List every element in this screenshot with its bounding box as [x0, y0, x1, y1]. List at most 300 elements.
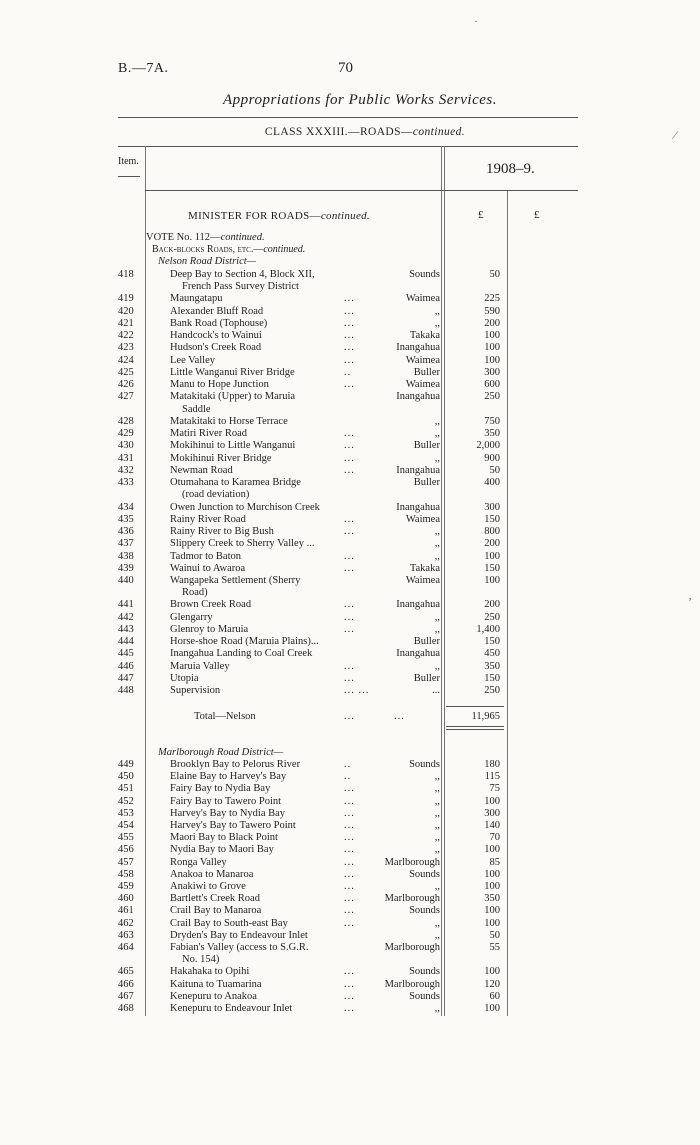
nelson-total-leader-2: ... [394, 711, 405, 722]
pound-symbol-2: £ [534, 209, 540, 221]
road-name: Anakiwi to Grove [170, 881, 246, 892]
district-name: ,, [434, 623, 440, 635]
dot-leader: ... [344, 990, 355, 1002]
dot-leader: ... [344, 807, 355, 819]
district-name: Sounds [409, 966, 440, 978]
road-name: Crail Bay to South-east Bay [170, 917, 288, 929]
item-number: 468 [118, 1003, 134, 1014]
district-name: Waimea [405, 354, 440, 366]
district-name: Waimea [405, 513, 440, 525]
road-name: Harvey's Bay to Tawero Point [170, 820, 296, 831]
amount-value: 100 [484, 550, 500, 562]
nelson-total-value: 11,965 [471, 711, 500, 722]
table-row [0, 453, 700, 465]
table-row [0, 551, 700, 563]
amount-value: 150 [484, 562, 500, 574]
road-name: French Pass Survey District [182, 281, 299, 293]
table-row [0, 1003, 700, 1015]
road-name: Kaituna to Tuamarina [170, 978, 262, 990]
district-name: Inangahua [396, 648, 440, 660]
amount-value: 115 [484, 771, 500, 783]
road-name: Brooklyn Bay to Pelorus River [170, 759, 301, 770]
road-name: Ronga Valley [170, 856, 227, 868]
table-row [0, 759, 700, 771]
table-row [0, 293, 700, 305]
road-name: Matakitaki to Horse Terrace [170, 415, 288, 427]
dot-leader: ... [344, 305, 355, 317]
amount-value: 100 [484, 354, 500, 366]
table-row [0, 489, 700, 501]
table-row [0, 281, 700, 293]
district-name: ,, [434, 783, 440, 795]
district-name: Marlborough [384, 942, 440, 953]
amount-value: 85 [489, 856, 500, 868]
road-name: Matakitaki (Upper) to Maruia [170, 391, 296, 403]
table-row [0, 318, 700, 330]
district-name: ,, [434, 881, 440, 892]
dot-leader: ... [344, 513, 355, 525]
class-heading-main: CLASS XXXIII.—ROADS— [264, 126, 413, 138]
table-row [0, 269, 700, 281]
table-row [0, 514, 700, 526]
road-name: Slippery Creek to Sherry Valley ... [170, 538, 315, 550]
road-name: Fabian's Valley (access to S.G.R. [170, 942, 309, 953]
amount-value: 100 [484, 881, 500, 892]
road-name: Elaine Bay to Harvey's Bay [170, 771, 287, 783]
dot-leader: ... [344, 868, 355, 880]
table-top-rule [118, 146, 578, 147]
road-name: Kenepuru to Endeavour Inlet [170, 1003, 293, 1014]
district-name: ,, [434, 844, 440, 856]
road-name: No. 154) [182, 954, 220, 966]
table-row [0, 416, 700, 428]
item-number: 448 [118, 685, 134, 697]
dot-leader: .. [344, 759, 352, 770]
table-row [0, 673, 700, 685]
road-name: Inangahua Landing to Coal Creek [170, 648, 313, 660]
district-name: Waimea [405, 575, 440, 586]
item-number: 437 [118, 538, 134, 550]
vote-heading-main: VOTE No. 112— [146, 232, 221, 243]
item-number: 418 [118, 269, 134, 280]
header-rule [118, 117, 578, 118]
table-row [0, 367, 700, 379]
item-number: 460 [118, 893, 134, 905]
table-row [0, 979, 700, 991]
item-number: 450 [118, 771, 134, 783]
dot-leader: ... [344, 623, 355, 635]
table-row [0, 930, 700, 942]
road-name: Tadmor to Baton [170, 550, 242, 562]
district-name: Waimea [405, 293, 440, 305]
table-row [0, 808, 700, 820]
district-name: ,, [434, 611, 440, 623]
road-name: Maori Bay to Black Point [170, 832, 278, 844]
vote-heading-cont: continued. [220, 232, 265, 243]
item-number: 464 [118, 942, 134, 953]
district-name: Inangahua [396, 342, 440, 354]
road-name: Supervision [170, 685, 221, 697]
item-number: 443 [118, 623, 134, 635]
item-number: 445 [118, 648, 134, 660]
road-name: Bank Road (Tophouse) [170, 317, 268, 329]
road-name: Bartlett's Creek Road [170, 893, 260, 905]
road-name: Handcock's to Wainui [170, 330, 262, 342]
table-row [0, 771, 700, 783]
dot-leader: ... [344, 856, 355, 868]
dot-leader: ... [344, 428, 355, 440]
district-name: ,, [434, 660, 440, 672]
item-number: 429 [118, 428, 134, 440]
table-row [0, 661, 700, 673]
road-name: Hakahaka to Opihi [170, 966, 250, 978]
amount-value: 350 [484, 893, 500, 905]
road-name: Anakoa to Manaroa [170, 868, 254, 880]
amount-value: 100 [484, 905, 500, 917]
backblocks-heading [152, 244, 305, 255]
dot-leader: ... [344, 1003, 355, 1014]
table-row [0, 465, 700, 477]
table-row [0, 942, 700, 954]
dot-leader: ... [344, 893, 355, 905]
table-row [0, 881, 700, 893]
amount-value: 750 [484, 415, 500, 427]
district-name: Buller [413, 636, 440, 648]
table-row [0, 857, 700, 869]
amount-value: 800 [484, 526, 500, 538]
district-name: Buller [413, 477, 440, 489]
item-number: 456 [118, 844, 134, 856]
table-row [0, 832, 700, 844]
road-name: Alexander Bluff Road [170, 305, 264, 317]
item-number: 421 [118, 317, 134, 329]
item-number: 459 [118, 881, 134, 892]
total-lower-rule-double [446, 729, 504, 730]
dot-leader: ... [344, 660, 355, 672]
dot-leader: ... [344, 379, 355, 391]
table-row [0, 796, 700, 808]
dot-leader: ... [344, 844, 355, 856]
amount-value: 100 [484, 844, 500, 856]
amount-value: 100 [484, 966, 500, 978]
table-row [0, 379, 700, 391]
district-name: ,, [434, 795, 440, 807]
district-name: Inangahua [396, 391, 440, 403]
table-row [0, 404, 700, 416]
dot-leader: ... [344, 550, 355, 562]
road-name: Brown Creek Road [170, 599, 252, 611]
dot-leader: ... [344, 978, 355, 990]
item-number: 447 [118, 672, 134, 684]
amount-value: 100 [484, 342, 500, 354]
item-number: 436 [118, 526, 134, 538]
dot-leader: ... [344, 452, 355, 464]
amount-value: 2,000 [476, 440, 500, 452]
road-name: Rainy River to Big Bush [170, 526, 274, 538]
item-number: 433 [118, 477, 134, 489]
dot-leader: ... [344, 562, 355, 574]
nelson-total-label: Total—Nelson [194, 711, 256, 722]
district-name: Buller [413, 672, 440, 684]
dot-leader: ... [344, 354, 355, 366]
backblocks-heading-main: Back-blocks Roads, etc.— [152, 244, 264, 255]
amount-value: 60 [489, 990, 500, 1002]
item-number: 424 [118, 354, 134, 366]
district-name: ,, [434, 820, 440, 831]
item-number: 439 [118, 562, 134, 574]
dot-leader: ... [344, 917, 355, 929]
table-row [0, 599, 700, 611]
road-name: Saddle [182, 403, 211, 415]
item-number: 455 [118, 832, 134, 844]
road-name: Dryden's Bay to Endeavour Inlet [170, 929, 308, 941]
road-name: Nydia Bay to Maori Bay [170, 844, 274, 856]
table-row [0, 685, 700, 697]
amount-value: 300 [484, 366, 500, 378]
item-number: 446 [118, 660, 134, 672]
district-name: ... [432, 685, 440, 697]
item-number: 428 [118, 415, 134, 427]
district-name: Inangahua [396, 599, 440, 611]
road-name: Mokihinui River Bridge [170, 452, 272, 464]
road-name: Manu to Hope Junction [170, 379, 269, 391]
table-row [0, 918, 700, 930]
amount-value: 50 [489, 269, 500, 280]
amount-value: 180 [484, 759, 500, 770]
dot-leader: ... [344, 783, 355, 795]
district-name: Sounds [409, 905, 440, 917]
table-row [0, 905, 700, 917]
dot-leader: .. [344, 771, 352, 783]
district-name: ,, [434, 771, 440, 783]
amount-value: 200 [484, 317, 500, 329]
report-code: B.—7A. [118, 61, 169, 76]
item-number: 462 [118, 917, 134, 929]
item-number: 434 [118, 501, 134, 513]
district-name: ,, [434, 317, 440, 329]
item-number: 432 [118, 464, 134, 476]
table-row [0, 306, 700, 318]
amount-value: 100 [484, 917, 500, 929]
road-name: Road) [182, 587, 208, 599]
table-row [0, 636, 700, 648]
table-row [0, 342, 700, 354]
table-row [0, 966, 700, 978]
amount-value: 600 [484, 379, 500, 391]
class-heading [0, 126, 700, 138]
road-name: Kenepuru to Anakoa [170, 990, 257, 1002]
amount-value: 150 [484, 672, 500, 684]
column-header-rule [145, 190, 578, 191]
item-number: 453 [118, 807, 134, 819]
table-row [0, 526, 700, 538]
amount-value: 300 [484, 501, 500, 513]
road-name: Rainy River Road [170, 513, 246, 525]
district-name: ,, [434, 415, 440, 427]
table-row [0, 428, 700, 440]
road-name: Harvey's Bay to Nydia Bay [170, 807, 286, 819]
year-column-header: 1908–9. [486, 161, 535, 177]
road-name: Little Wanganui River Bridge [170, 366, 295, 378]
road-name: Horse-shoe Road (Maruia Plains)... [170, 636, 319, 648]
item-column-header: Item. [118, 156, 139, 167]
road-name: Fairy Bay to Nydia Bay [170, 783, 271, 795]
table-row [0, 330, 700, 342]
amount-value: 400 [484, 477, 500, 489]
district-name: Inangahua [396, 501, 440, 513]
margin-mark: ⁄ [674, 128, 677, 142]
speck-mark: · [474, 14, 478, 28]
table-row [0, 538, 700, 550]
item-number: 440 [118, 575, 134, 586]
district-name: Buller [413, 366, 440, 378]
amount-value: 50 [489, 464, 500, 476]
item-number: 426 [118, 379, 134, 391]
district-name: Buller [413, 440, 440, 452]
minister-heading-main: MINISTER FOR ROADS— [188, 210, 321, 222]
district-name: ,, [434, 428, 440, 440]
road-name: Maruia Valley [170, 660, 230, 672]
nelson-total-leader-1: ... [344, 711, 355, 722]
item-number: 419 [118, 293, 134, 305]
table-row [0, 954, 700, 966]
backblocks-heading-cont: continued. [263, 244, 306, 255]
amount-value: 140 [484, 820, 500, 831]
table-row [0, 783, 700, 795]
margin-mark-2: ‚ [688, 588, 692, 602]
dot-leader: ... [344, 293, 355, 305]
road-name: (road deviation) [182, 489, 250, 501]
page-number: 70 [338, 60, 353, 76]
item-number: 451 [118, 783, 134, 795]
district-name: Marlborough [384, 893, 440, 905]
road-name: Glengarry [170, 611, 213, 623]
amount-value: 200 [484, 538, 500, 550]
district-name: ,, [434, 305, 440, 317]
total-lower-rule [446, 726, 504, 727]
item-number: 427 [118, 391, 134, 403]
district-name: ,, [434, 807, 440, 819]
road-name: Utopia [170, 672, 199, 684]
item-number: 457 [118, 856, 134, 868]
class-heading-cont: continued. [412, 126, 466, 138]
total-upper-rule [446, 706, 504, 707]
table-row [0, 355, 700, 367]
road-name: Glenroy to Maruia [170, 623, 249, 635]
table-row [0, 844, 700, 856]
marlborough-district-heading: Marlborough Road District— [158, 747, 284, 758]
dot-leader: ... [344, 672, 355, 684]
amount-value: 300 [484, 807, 500, 819]
page-title: Appropriations for Public Works Services. [223, 92, 497, 108]
item-number: 435 [118, 513, 134, 525]
amount-value: 1,400 [476, 623, 500, 635]
amount-value: 50 [489, 929, 500, 941]
amount-value: 225 [484, 293, 500, 305]
amount-value: 250 [484, 611, 500, 623]
amount-value: 75 [489, 783, 500, 795]
amount-value: 55 [489, 942, 500, 953]
amount-value: 70 [489, 832, 500, 844]
item-number: 444 [118, 636, 134, 648]
district-name: Marlborough [384, 856, 440, 868]
amount-value: 100 [484, 795, 500, 807]
dot-leader: ... [344, 342, 355, 354]
district-name: Waimea [405, 379, 440, 391]
pound-symbol-1: £ [478, 209, 484, 221]
dot-leader: ... [344, 440, 355, 452]
minister-heading [188, 210, 370, 222]
amount-value: 100 [484, 868, 500, 880]
dot-leader: .. [344, 366, 352, 378]
district-name: Sounds [409, 759, 440, 770]
table-row [0, 648, 700, 660]
minister-heading-cont: continued. [320, 210, 370, 222]
district-name: Marlborough [384, 978, 440, 990]
amount-value: 450 [484, 648, 500, 660]
item-number: 463 [118, 929, 134, 941]
road-name: Fairy Bay to Tawero Point [170, 795, 282, 807]
amount-value: 350 [484, 428, 500, 440]
amount-value: 100 [484, 330, 500, 342]
district-name: Inangahua [396, 464, 440, 476]
item-number: 420 [118, 305, 134, 317]
amount-value: 250 [484, 391, 500, 403]
road-name: Owen Junction to Murchison Creek [170, 501, 320, 513]
amount-value: 100 [484, 575, 500, 586]
amount-value: 250 [484, 685, 500, 697]
table-row [0, 991, 700, 1003]
table-row [0, 612, 700, 624]
district-name: ,, [434, 1003, 440, 1014]
road-name: Matiri River Road [170, 428, 247, 440]
amount-value: 150 [484, 636, 500, 648]
dot-leader: ... [344, 330, 355, 342]
item-number: 452 [118, 795, 134, 807]
amount-value: 590 [484, 305, 500, 317]
item-number: 466 [118, 978, 134, 990]
table-row [0, 440, 700, 452]
dot-leader: ... ... [344, 685, 370, 697]
item-number: 425 [118, 366, 134, 378]
road-name: Otumahana to Karamea Bridge [170, 477, 301, 489]
item-number: 465 [118, 966, 134, 978]
dot-leader: ... [344, 599, 355, 611]
road-name: Wainui to Awaroa [170, 562, 246, 574]
amount-value: 120 [484, 978, 500, 990]
road-name: Crail Bay to Manaroa [170, 905, 262, 917]
table-row [0, 893, 700, 905]
item-number: 422 [118, 330, 134, 342]
vote-heading [146, 232, 265, 243]
dot-leader: ... [344, 905, 355, 917]
item-number: 442 [118, 611, 134, 623]
district-name: ,, [434, 452, 440, 464]
amount-value: 200 [484, 599, 500, 611]
district-name: Sounds [409, 990, 440, 1002]
district-name: ,, [434, 832, 440, 844]
road-name: Maungatapu [170, 293, 223, 305]
table-row [0, 563, 700, 575]
amount-value: 100 [484, 1003, 500, 1014]
table-row [0, 587, 700, 599]
district-name: Sounds [409, 868, 440, 880]
table-row [0, 869, 700, 881]
amount-value: 150 [484, 513, 500, 525]
dot-leader: ... [344, 966, 355, 978]
district-name: ,, [434, 917, 440, 929]
table-row [0, 575, 700, 587]
